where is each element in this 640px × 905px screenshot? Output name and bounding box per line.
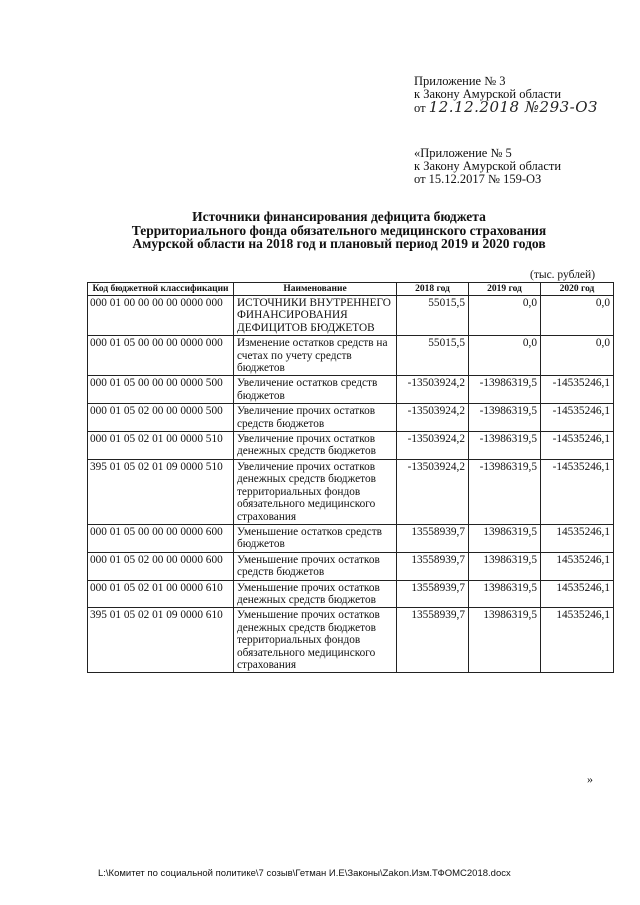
- item-name-cell: Изменение остатков средств на счетах по учету средств бюджетов: [234, 336, 397, 376]
- old-appendix-number: «Приложение № 5: [414, 146, 512, 160]
- value-2018-cell: 55015,5: [397, 336, 469, 376]
- budget-code-cell: 000 01 05 00 00 00 0000 000: [88, 336, 234, 376]
- header-2020: 2020 год: [541, 283, 614, 296]
- value-2020-cell: 14535246,1: [541, 552, 614, 580]
- value-2019-cell: 0,0: [469, 296, 541, 336]
- item-name-cell: Уменьшение остатков средств бюджетов: [234, 524, 397, 552]
- value-2020-cell: 14535246,1: [541, 580, 614, 608]
- value-2019-cell: 13986319,5: [469, 580, 541, 608]
- appendix-date-line: [414, 98, 598, 116]
- value-2019-cell: -13986319,5: [469, 432, 541, 460]
- old-appendix-law-ref: к Закону Амурской области: [414, 159, 562, 173]
- table-row: [88, 459, 614, 524]
- value-2020-cell: -14535246,1: [541, 404, 614, 432]
- document-title: [118, 210, 560, 251]
- header-name: Наименование: [234, 283, 397, 296]
- value-2019-cell: -13986319,5: [469, 376, 541, 404]
- value-2018-cell: 13558939,7: [397, 580, 469, 608]
- table-row: [88, 336, 614, 376]
- value-2020-cell: -14535246,1: [541, 376, 614, 404]
- header-2018: 2018 год: [397, 283, 469, 296]
- units-label: (тыс. рублей): [530, 269, 596, 281]
- handwritten-date-number: 12.12.2018 №293-ОЗ: [428, 98, 598, 116]
- table-row: [88, 524, 614, 552]
- budget-code-cell: 000 01 00 00 00 00 0000 000: [88, 296, 234, 336]
- budget-code-cell: 000 01 05 02 00 00 0000 600: [88, 552, 234, 580]
- value-2018-cell: 13558939,7: [397, 552, 469, 580]
- value-2018-cell: 55015,5: [397, 296, 469, 336]
- header-code: Код бюджетной классификации: [88, 283, 234, 296]
- table-row: [88, 580, 614, 608]
- item-name-cell: Увеличение прочих остатков средств бюджетов: [234, 404, 397, 432]
- budget-code-cell: 000 01 05 00 00 00 0000 500: [88, 376, 234, 404]
- budget-code-cell: 000 01 05 02 01 00 0000 510: [88, 432, 234, 460]
- value-2018-cell: -13503924,2: [397, 459, 469, 524]
- item-name-cell: Уменьшение прочих остатков денежных средств бюджетов территориальных фондов обязательного медицинского страхования: [234, 608, 397, 673]
- appendix-number: Приложение № 3: [414, 74, 506, 88]
- budget-sources-table: [87, 282, 614, 673]
- value-2018-cell: 13558939,7: [397, 524, 469, 552]
- value-2020-cell: 14535246,1: [541, 608, 614, 673]
- value-2020-cell: -14535246,1: [541, 432, 614, 460]
- item-name-cell: Уменьшение прочих остатков денежных средств бюджетов: [234, 580, 397, 608]
- value-2020-cell: -14535246,1: [541, 459, 614, 524]
- value-2019-cell: 13986319,5: [469, 524, 541, 552]
- old-appendix-date: от 15.12.2017 № 159-ОЗ: [414, 172, 542, 186]
- budget-code-cell: 000 01 05 02 01 00 0000 610: [88, 580, 234, 608]
- item-name-cell: ИСТОЧНИКИ ВНУТРЕННЕГО ФИНАНСИРОВАНИЯ ДЕФИЦИТОВ БЮДЖЕТОВ: [234, 296, 397, 336]
- value-2018-cell: -13503924,2: [397, 376, 469, 404]
- value-2019-cell: 13986319,5: [469, 608, 541, 673]
- budget-code-cell: 395 01 05 02 01 09 0000 510: [88, 459, 234, 524]
- appendix-law-ref: к Закону Амурской области: [414, 87, 562, 101]
- header-2019: 2019 год: [469, 283, 541, 296]
- value-2018-cell: -13503924,2: [397, 404, 469, 432]
- appendix-header-new: [414, 75, 598, 115]
- item-name-cell: Увеличение остатков средств бюджетов: [234, 376, 397, 404]
- item-name-cell: Увеличение прочих остатков денежных средств бюджетов территориальных фондов обязательного медицинского страхования: [234, 459, 397, 524]
- table-row: [88, 296, 614, 336]
- budget-code-cell: 000 01 05 02 00 00 0000 500: [88, 404, 234, 432]
- value-2019-cell: 0,0: [469, 336, 541, 376]
- continuation-mark: »: [587, 772, 593, 786]
- value-2019-cell: -13986319,5: [469, 459, 541, 524]
- item-name-cell: Уменьшение прочих остатков средств бюджетов: [234, 552, 397, 580]
- value-2018-cell: -13503924,2: [397, 432, 469, 460]
- title-line-2: Территориального фонда обязательного медицинского страхования: [131, 222, 547, 238]
- appendix-date-prefix: от: [414, 101, 426, 115]
- value-2020-cell: 0,0: [541, 336, 614, 376]
- table-header-row: [88, 283, 614, 296]
- appendix-header-old: [414, 147, 561, 186]
- title-line-3: Амурской области на 2018 год и плановый период 2019 и 2020 годов: [132, 236, 546, 251]
- title-line-1: Источники финансирования дефицита бюджета: [192, 209, 486, 224]
- table-body: [88, 296, 614, 673]
- budget-code-cell: 000 01 05 00 00 00 0000 600: [88, 524, 234, 552]
- value-2019-cell: -13986319,5: [469, 404, 541, 432]
- table-row: [88, 404, 614, 432]
- value-2018-cell: 13558939,7: [397, 608, 469, 673]
- file-path-footer: L:\Комитет по социальной политике\7 созыв\Гетман И.Е\Законы\Zakon.Изм.ТФОМС2018.docx: [98, 868, 511, 879]
- budget-code-cell: 395 01 05 02 01 09 0000 610: [88, 608, 234, 673]
- table-row: [88, 552, 614, 580]
- value-2019-cell: 13986319,5: [469, 552, 541, 580]
- table-row: [88, 376, 614, 404]
- value-2020-cell: 14535246,1: [541, 524, 614, 552]
- table-row: [88, 608, 614, 673]
- value-2020-cell: 0,0: [541, 296, 614, 336]
- table-row: [88, 432, 614, 460]
- item-name-cell: Увеличение прочих остатков денежных средств бюджетов: [234, 432, 397, 460]
